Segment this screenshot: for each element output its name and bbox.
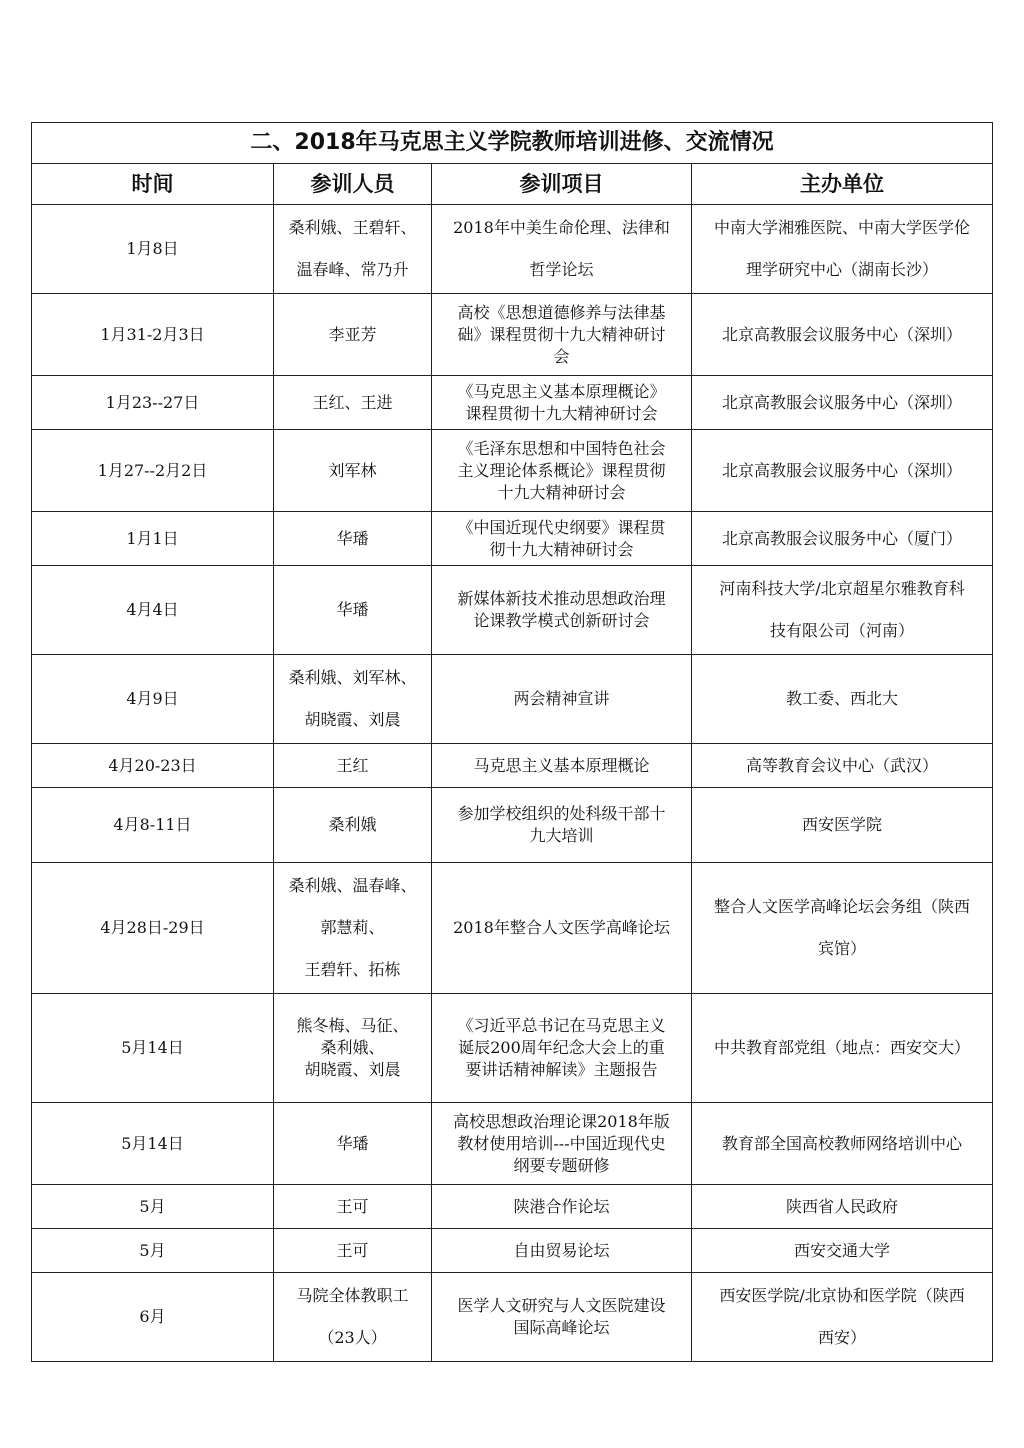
cell-organizer <box>692 744 993 788</box>
cell-organizer <box>692 294 993 376</box>
cell-project-line: 陕港合作论坛 <box>513 1196 610 1216</box>
cell-people-line: 桑利娥、刘军林、 <box>288 668 417 687</box>
cell-organizer-line: 北京高教服会议服务中心（深圳） <box>722 392 963 412</box>
cell-organizer <box>692 1273 993 1362</box>
cell-project <box>432 744 692 788</box>
cell-project <box>432 863 692 994</box>
cell-project <box>432 1273 692 1362</box>
cell-project-line: 要讲话精神解读》主题报告 <box>465 1060 658 1079</box>
training-table <box>31 122 993 1362</box>
cell-people <box>274 1185 432 1229</box>
cell-people <box>274 1273 432 1362</box>
table-row <box>32 205 993 294</box>
cell-organizer <box>692 1229 993 1273</box>
cell-people-line: 熊冬梅、马征、 <box>296 1016 409 1035</box>
cell-organizer <box>692 994 993 1103</box>
cell-project <box>432 566 692 655</box>
cell-people <box>274 512 432 566</box>
cell-organizer-line: 河南科技大学/北京超星尔雅教育科 <box>719 579 965 598</box>
table-row <box>32 294 993 376</box>
cell-project-line: 诞辰200周年纪念大会上的重 <box>458 1038 665 1057</box>
cell-time: 1月8日 <box>32 205 274 294</box>
cell-project-line: 础》课程贯彻十九大精神研讨 <box>457 324 666 344</box>
header-time: 时间 <box>32 164 274 205</box>
cell-time: 1月1日 <box>32 512 274 566</box>
cell-project-line: 九大培训 <box>529 826 594 845</box>
table-row <box>32 1185 993 1229</box>
cell-organizer-line: 中共教育部党组（地点：西安交大） <box>714 1038 971 1057</box>
cell-organizer-line: 西安） <box>818 1328 867 1347</box>
cell-people-line: 王红、王进 <box>312 392 393 412</box>
cell-project-line: 彻十九大精神研讨会 <box>489 539 634 559</box>
cell-organizer <box>692 788 993 863</box>
cell-time: 6月 <box>32 1273 274 1362</box>
cell-project-line: 会 <box>553 346 570 366</box>
cell-time: 5月14日 <box>32 994 274 1103</box>
cell-people-line: 王可 <box>336 1196 369 1216</box>
cell-project-line: 高校《思想道德修养与法律基 <box>457 302 666 322</box>
cell-people <box>274 655 432 744</box>
table-body <box>32 205 993 1362</box>
table-row <box>32 863 993 994</box>
cell-people-line: （23人） <box>318 1328 387 1347</box>
table-row <box>32 512 993 566</box>
table-title: 二、2018年马克思主义学院教师培训进修、交流情况 <box>32 123 993 164</box>
cell-people <box>274 376 432 430</box>
cell-project <box>432 1229 692 1273</box>
cell-organizer <box>692 376 993 430</box>
table-row <box>32 376 993 430</box>
cell-project <box>432 376 692 430</box>
cell-people-line: 华璠 <box>336 1133 369 1153</box>
cell-people <box>274 994 432 1103</box>
table-row <box>32 566 993 655</box>
cell-organizer <box>692 655 993 744</box>
cell-organizer <box>692 430 993 512</box>
cell-organizer-line: 高等教育会议中心（武汉） <box>746 755 939 775</box>
cell-people <box>274 430 432 512</box>
cell-project-line: 医学人文研究与人文医院建设 <box>457 1296 666 1315</box>
cell-people <box>274 1229 432 1273</box>
cell-project-line: 十九大精神研讨会 <box>497 482 626 502</box>
cell-people-line: 王红 <box>336 755 369 775</box>
cell-project <box>432 655 692 744</box>
table-row <box>32 430 993 512</box>
cell-people-line: 桑利娥、 <box>320 1038 385 1057</box>
cell-organizer-line: 教育部全国高校教师网络培训中心 <box>722 1133 963 1153</box>
table-row <box>32 1103 993 1185</box>
table-row <box>32 744 993 788</box>
table-row <box>32 1229 993 1273</box>
cell-time: 4月9日 <box>32 655 274 744</box>
cell-people-line: 王可 <box>336 1240 369 1260</box>
cell-organizer <box>692 512 993 566</box>
cell-time: 5月14日 <box>32 1103 274 1185</box>
cell-project <box>432 1103 692 1185</box>
cell-organizer-line: 陕西省人民政府 <box>786 1196 899 1216</box>
cell-people <box>274 863 432 994</box>
cell-time: 5月 <box>32 1229 274 1273</box>
cell-people-line: 温春峰、常乃升 <box>296 260 409 279</box>
cell-people-line: 华璠 <box>336 528 369 548</box>
cell-project-line: 国际高峰论坛 <box>513 1318 610 1337</box>
cell-project-line: 两会精神宣讲 <box>513 689 610 708</box>
cell-project-line: 《毛泽东思想和中国特色社会 <box>457 438 666 458</box>
cell-organizer-line: 北京高教服会议服务中心（厦门） <box>722 528 963 548</box>
table-row <box>32 1273 993 1362</box>
cell-people <box>274 205 432 294</box>
cell-project-line: 主义理论体系概论》课程贯彻 <box>457 460 666 480</box>
cell-people <box>274 566 432 655</box>
cell-project-line: 高校思想政治理论课2018年版 <box>453 1111 670 1131</box>
cell-project <box>432 294 692 376</box>
cell-time: 4月20-23日 <box>32 744 274 788</box>
cell-time: 4月4日 <box>32 566 274 655</box>
cell-organizer <box>692 1103 993 1185</box>
cell-organizer-line: 西安医学院/北京协和医学院（陕西 <box>719 1286 965 1305</box>
cell-people <box>274 788 432 863</box>
cell-organizer-line: 北京高教服会议服务中心（深圳） <box>722 324 963 344</box>
header-organizer: 主办单位 <box>692 164 993 205</box>
table-row <box>32 994 993 1103</box>
cell-project-line: 参加学校组织的处科级干部十 <box>457 804 666 823</box>
cell-people <box>274 294 432 376</box>
cell-people <box>274 744 432 788</box>
cell-time: 5月 <box>32 1185 274 1229</box>
cell-project-line: 2018年整合人文医学高峰论坛 <box>453 918 670 937</box>
cell-organizer-line: 宾馆） <box>818 939 867 958</box>
cell-project <box>432 512 692 566</box>
cell-time: 1月23--27日 <box>32 376 274 430</box>
title-row <box>32 123 993 164</box>
cell-people-line: 桑利娥、温春峰、 <box>288 876 417 895</box>
cell-project-line: 2018年中美生命伦理、法律和 <box>453 218 670 237</box>
cell-project-line: 哲学论坛 <box>529 260 594 279</box>
cell-organizer-line: 理学研究中心（湖南长沙） <box>746 260 939 279</box>
cell-people-line: 李亚芳 <box>328 324 377 344</box>
cell-project-line: 《马克思主义基本原理概论》 <box>457 381 666 401</box>
cell-organizer-line: 技有限公司（河南） <box>770 621 915 640</box>
table-row <box>32 655 993 744</box>
cell-project-line: 《中国近现代史纲要》课程贯 <box>457 517 666 537</box>
document-page <box>31 122 992 1362</box>
cell-organizer-line: 整合人文医学高峰论坛会务组（陕西 <box>714 897 971 916</box>
cell-time: 1月31-2月3日 <box>32 294 274 376</box>
cell-organizer <box>692 205 993 294</box>
cell-project-line: 《习近平总书记在马克思主义 <box>457 1016 666 1035</box>
cell-people-line: 桑利娥 <box>328 815 377 834</box>
cell-organizer <box>692 1185 993 1229</box>
cell-organizer-line: 西安交通大学 <box>794 1240 891 1260</box>
cell-people-line: 胡晓霞、刘晨 <box>304 710 401 729</box>
header-row <box>32 164 993 205</box>
header-project: 参训项目 <box>432 164 692 205</box>
cell-project-line: 新媒体新技术推动思想政治理 <box>457 589 666 608</box>
cell-people-line: 王碧轩、拓栋 <box>304 960 401 979</box>
cell-organizer-line: 北京高教服会议服务中心（深圳） <box>722 460 963 480</box>
cell-project-line: 自由贸易论坛 <box>513 1240 610 1260</box>
cell-project <box>432 788 692 863</box>
cell-people <box>274 1103 432 1185</box>
cell-time: 1月27--2月2日 <box>32 430 274 512</box>
cell-project-line: 论课教学模式创新研讨会 <box>473 611 650 630</box>
cell-organizer-line: 中南大学湘雅医院、中南大学医学伦 <box>714 218 971 237</box>
header-people: 参训人员 <box>274 164 432 205</box>
cell-project <box>432 430 692 512</box>
cell-project <box>432 205 692 294</box>
cell-time: 4月8-11日 <box>32 788 274 863</box>
cell-project-line: 课程贯彻十九大精神研讨会 <box>465 403 658 423</box>
cell-project-line: 纲要专题研修 <box>513 1155 610 1175</box>
cell-time: 4月28日-29日 <box>32 863 274 994</box>
cell-project-line: 马克思主义基本原理概论 <box>473 755 650 775</box>
cell-project <box>432 994 692 1103</box>
cell-people-line: 胡晓霞、刘晨 <box>304 1060 401 1079</box>
cell-people-line: 郭慧莉、 <box>320 918 385 937</box>
cell-organizer-line: 教工委、西北大 <box>786 689 899 708</box>
table-row <box>32 788 993 863</box>
cell-people-line: 马院全体教职工 <box>296 1286 409 1305</box>
cell-project <box>432 1185 692 1229</box>
cell-people-line: 华璠 <box>336 600 369 619</box>
cell-people-line: 刘军林 <box>328 460 377 480</box>
cell-organizer <box>692 566 993 655</box>
cell-organizer <box>692 863 993 994</box>
cell-project-line: 教材使用培训---中国近现代史 <box>457 1133 666 1153</box>
cell-people-line: 桑利娥、王碧轩、 <box>288 218 417 237</box>
cell-organizer-line: 西安医学院 <box>802 815 883 834</box>
